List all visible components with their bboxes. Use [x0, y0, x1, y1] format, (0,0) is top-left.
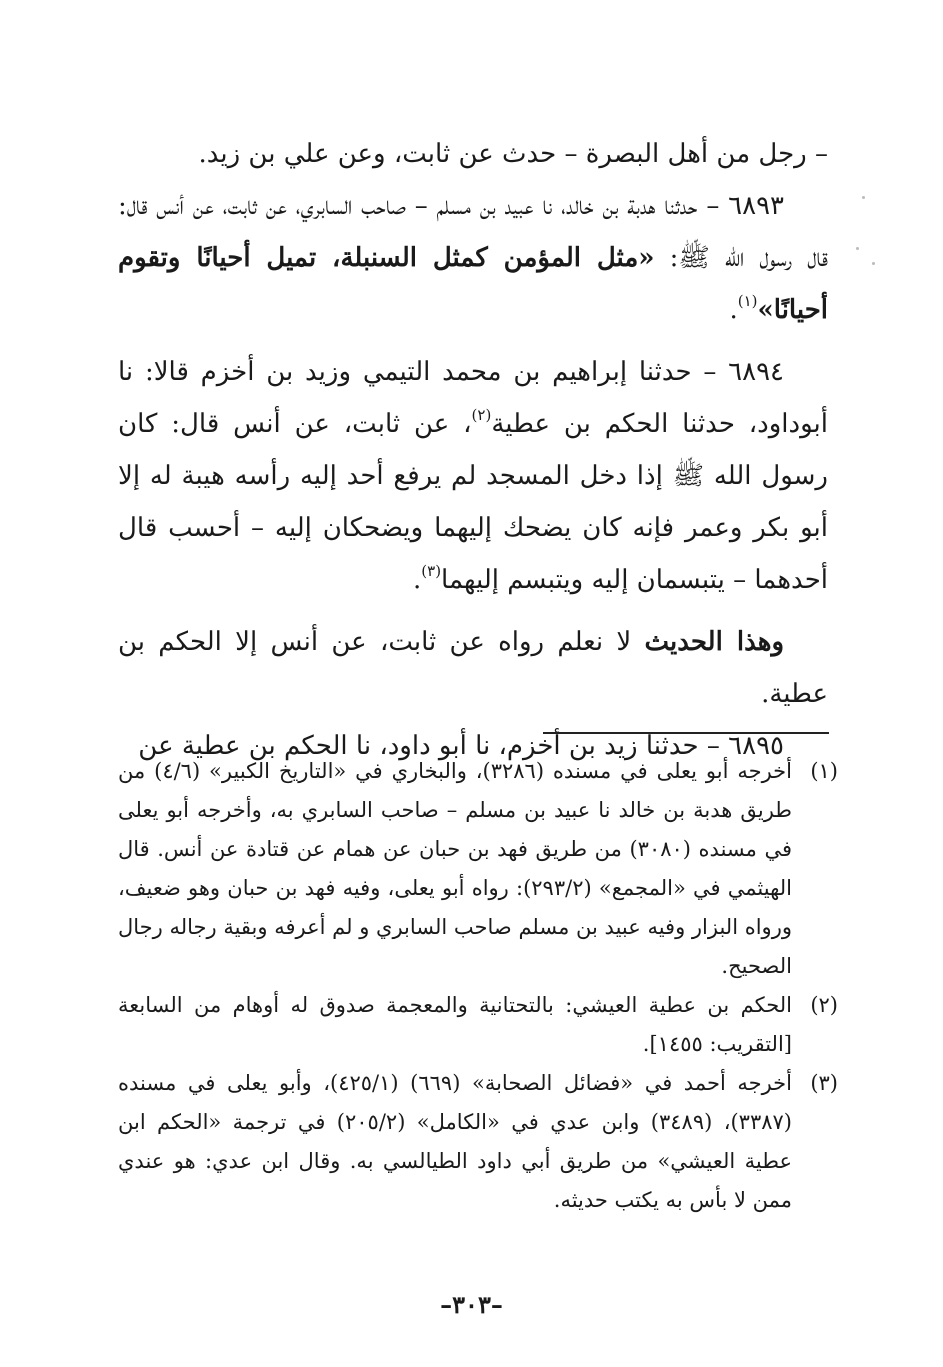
comment-lead: وهذا الحديث	[644, 627, 784, 657]
footnote-number: (٣)	[810, 1071, 838, 1095]
footnote-text: أخرجه أحمد في «فضائل الصحابة» (٦٦٩) (٤٢٥/١)، وأبو يعلى في مسنده (٣٣٨٧)، (٣٤٨٩) وابن عدي في «الكامل» (٢٠٥/٢) في ترجمة «الحكم ابن عطية العيشي» من طريق أبي داود الطيالسي به. وقال ابن عدي: هو عندي ممن لا بأس به يكتب حديثه.	[118, 1071, 792, 1212]
footnote-2	[118, 986, 838, 1064]
footnote-3	[118, 1064, 838, 1220]
footnote-ref-2[interactable]: (٢)	[471, 406, 492, 424]
footnote-separator	[543, 732, 829, 734]
scan-speck	[856, 247, 859, 250]
hadith-comment	[118, 616, 828, 720]
footnotes	[118, 752, 838, 1220]
main-text	[118, 128, 828, 772]
paragraph-text: – رجل من أهل البصرة – حدث عن ثابت، وعن علي بن زيد.	[198, 139, 828, 169]
scan-speck	[862, 196, 865, 199]
hadith-6893	[118, 180, 828, 336]
paragraph-narrator-note	[118, 128, 828, 180]
footnote-number: (٢)	[810, 993, 838, 1017]
footnote-ref-3[interactable]: (٣)	[421, 562, 442, 580]
hadith-text: ٦٨٩٣ – حدثنا هدبة بن خالد، نا عبيد بن مسلم – صاحب السابري، عن ثابت، عن أنس قال: قال رسول الله ﷺ:	[118, 191, 829, 273]
hadith-6894	[118, 346, 828, 606]
hadith-quote: «مثل المؤمن كمثل السنبلة، تميل أحيانًا وتقوم أحيانًا»	[118, 243, 828, 325]
hadith-text: ٦٨٩٥ – حدثنا زيد بن أخزم، نا أبو داود، نا الحكم بن عطية عن	[138, 731, 784, 761]
footnote-text: أخرجه أبو يعلى في مسنده (٣٢٨٦)، والبخاري في «التاريخ الكبير» (٤/٦) من طريق هدبة بن خالد نا عبيد بن مسلم – صاحب السابري به، وأخرجه أبو يعلى في مسنده (٣٠٨٠) من طريق فهد بن حبان عن همام عن قتادة عن أنس. قال الهيثمي في «المجمع» (٢٩٣/٢): رواه أبو يعلى، وفيه فهد بن حبان وهو ضعيف، ورواه البزار وفيه عبيد بن مسلم صاحب السابري و لم أعرفه وبقية رجاله رجال الصحيح.	[118, 759, 793, 978]
hadith-end: .	[413, 565, 422, 595]
footnote-number: (١)	[810, 759, 838, 783]
scan-speck	[872, 262, 875, 265]
footnote-1	[118, 752, 838, 986]
footnote-text: الحكم بن عطية العيشي: بالتحتانية والمعجمة صدوق له أوهام من السابعة [التقريب: ١٤٥٥].	[118, 993, 792, 1056]
comment-text: لا نعلم رواه عن ثابت، عن أنس إلا الحكم بن عطية.	[118, 627, 828, 709]
hadith-text-b: ، عن ثابت، عن أنس قال: كان رسول الله ﷺ إذا دخل المسجد لم يرفع أحد إليه رأسه هيبة له إلا أبو بكر وعمر فإنه كان يضحك إليهما ويضحكان إليه – أحسب قال أحدهما – يتبسمان إليه ويتبسم إليهما	[118, 409, 828, 595]
footnote-ref-1[interactable]: (١)	[737, 292, 758, 310]
hadith-text-a: ٦٨٩٤ – حدثنا إبراهيم بن محمد التيمي وزيد بن أخزم قالا: نا أبوداود، حدثنا الحكم بن عطية	[118, 357, 828, 439]
page-number: –٣٠٣–	[440, 1290, 503, 1319]
hadith-end: .	[729, 295, 738, 325]
